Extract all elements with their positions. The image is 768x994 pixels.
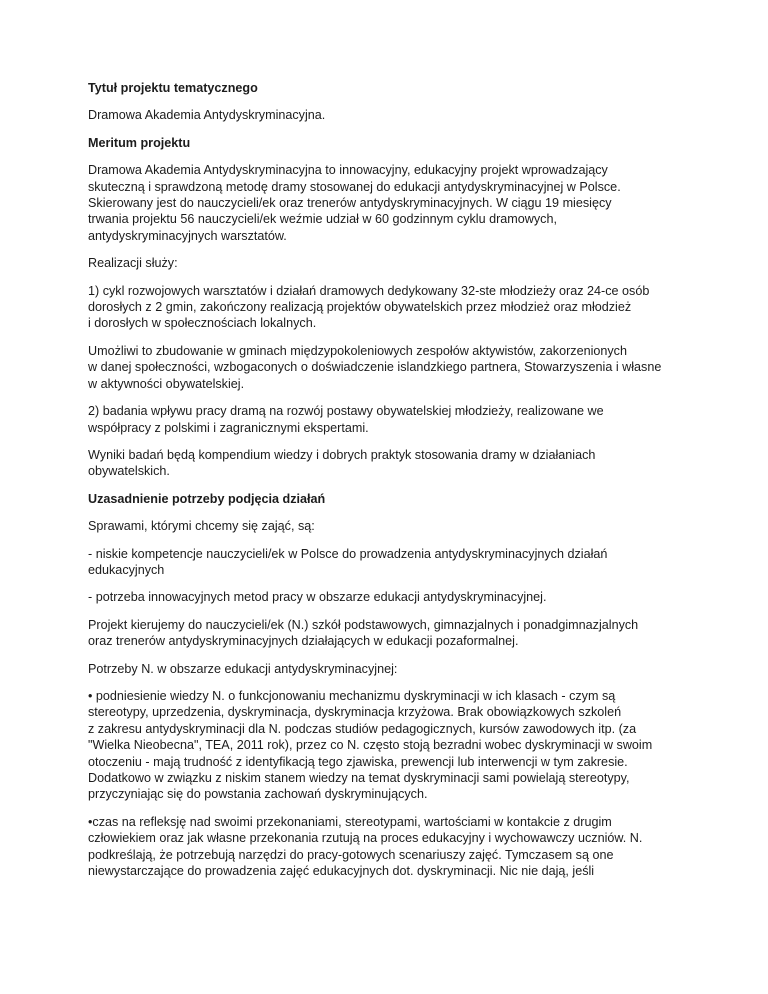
paragraph-issue-competences	[88, 546, 686, 579]
text-line: współpracy z polskimi i zagranicznymi ekspertami.	[88, 420, 369, 435]
paragraph-research	[88, 403, 686, 436]
text-line: podkreślają, że potrzebują narzędzi do pracy-gotowych scenariuszy zajęć. Tymczasem są one	[88, 847, 614, 862]
text-line: Dramowa Akademia Antydyskryminacyjna to innowacyjny, edukacyjny projekt wprowadzający	[88, 163, 608, 178]
text-line: - potrzeba innowacyjnych metod pracy w obszarze edukacji antydyskryminacyjnej.	[88, 590, 547, 605]
text-line: niewystarczające do prowadzenia zajęć edukacyjnych dot. dyskryminacji. Nic nie dają, jeśli	[88, 864, 595, 879]
paragraph-issues-intro	[88, 518, 686, 534]
text-line: obywatelskich.	[88, 464, 170, 479]
text-line: • podniesienie wiedzy N. o funkcjonowaniu mechanizmu dyskryminacji w ich klasach - czym są	[88, 688, 616, 703]
text-line: 2) badania wpływu pracy dramą na rozwój postawy obywatelskiej młodzieży, realizowane we	[88, 404, 604, 419]
text-line: oraz trenerów antydyskryminacyjnych działających w edukacji pozaformalnej.	[88, 634, 519, 649]
paragraph-research-results	[88, 447, 686, 480]
paragraph-need-knowledge	[88, 688, 686, 803]
heading-project-title: Tytuł projektu tematycznego	[88, 81, 258, 95]
text-line: człowiekiem oraz jak własne przekonania rzutują na proces edukacyjny i wychowawczy uczniów. N.	[88, 831, 643, 846]
text-line: stereotypy, uprzedzenia, dyskryminacja, dyskryminacja krzyżowa. Brak obowiązkowych szkoleń	[88, 705, 622, 720]
paragraph-activist-teams	[88, 343, 686, 392]
text-line: - niskie kompetencje nauczycieli/ek w Polsce do prowadzenia antydyskryminacyjnych działań	[88, 546, 608, 561]
text-line: Umożliwi to zbudowanie w gminach międzypokoleniowych zespołów aktywistów, zakorzenionych	[88, 343, 627, 358]
text-line: skuteczną i sprawdzoną metodę dramy stosowanej do edukacji antydyskryminacyjnej w Polsce.	[88, 179, 621, 194]
text-line: trwania projektu 56 nauczycieli/ek weźmie udział w 60 godzinnym cyklu dramowych,	[88, 212, 557, 227]
text-line: przyczyniając się do powstania zachowań dyskryminujących.	[88, 787, 428, 802]
heading-project-merit: Meritum projektu	[88, 135, 191, 150]
text-line: Wyniki badań będą kompendium wiedzy i dobrych praktyk stosowania dramy w działaniach	[88, 447, 596, 462]
paragraph-project-name	[88, 107, 686, 123]
text-line: Dodatkowo w związku z niskim stanem wiedzy na temat dyskryminacji sami powielają stereotypy,	[88, 771, 630, 785]
paragraph-target-group	[88, 617, 686, 650]
text-line: "Wielka Nieobecna", TEA, 2011 rok), przez co N. często stoją bezradni wobec dyskryminacji w swoim	[88, 738, 653, 753]
document-page	[88, 80, 686, 890]
text-line: 1) cykl rozwojowych warsztatów i działań dramowych dedykowany 32-ste młodzieży oraz 24-ce osób	[88, 283, 650, 298]
paragraph-project-description	[88, 162, 686, 244]
text-line: i dorosłych w społecznościach lokalnych.	[88, 316, 317, 331]
text-line: antydyskryminacyjnych warsztatów.	[88, 228, 287, 243]
paragraph-needs-intro	[88, 661, 686, 677]
text-line: Dramowa Akademia Antydyskryminacyjna.	[88, 108, 326, 123]
text-line: otoczeniu - mają trudność z identyfikacją tego zjawiska, prewencji lub interwencji w tym zakresie.	[88, 754, 628, 769]
text-line: dorosłych z 2 gmin, zakończony realizacją projektów obywatelskich przez młodzież oraz młodzież	[88, 300, 632, 315]
text-line: Skierowany jest do nauczycieli/ek oraz trenerów antydyskryminacyjnych. W ciągu 19 miesięcy	[88, 196, 612, 211]
text-line: w danej społeczności, wzbogaconych o doświadczenie islandzkiego partnera, Stowarzyszenia i własne	[88, 360, 662, 375]
text-line: edukacyjnych	[88, 562, 165, 577]
text-line: Realizacji służy:	[88, 256, 178, 271]
text-line: Projekt kierujemy do nauczycieli/ek (N.) szkół podstawowych, gimnazjalnych i ponadgimnazjalnych	[88, 617, 639, 632]
text-line: Sprawami, którymi chcemy się zająć, są:	[88, 519, 315, 534]
heading-justification: Uzasadnienie potrzeby podjęcia działań	[88, 491, 326, 506]
text-line: z zakresu antydyskryminacji dla N. podczas studiów pedagogicznych, kursów zawodowych itp. (za	[88, 721, 637, 736]
text-line: w aktywności obywatelskiej.	[88, 376, 245, 391]
paragraph-workshop-cycle	[88, 283, 686, 332]
text-line: Potrzeby N. w obszarze edukacji antydyskryminacyjnej:	[88, 661, 398, 676]
paragraph-issue-methods	[88, 589, 686, 605]
paragraph-need-reflection	[88, 814, 686, 880]
paragraph-implementation-intro	[88, 255, 686, 271]
text-line: •czas na refleksję nad swoimi przekonaniami, stereotypami, wartościami w kontakcie z drugim	[88, 814, 612, 829]
